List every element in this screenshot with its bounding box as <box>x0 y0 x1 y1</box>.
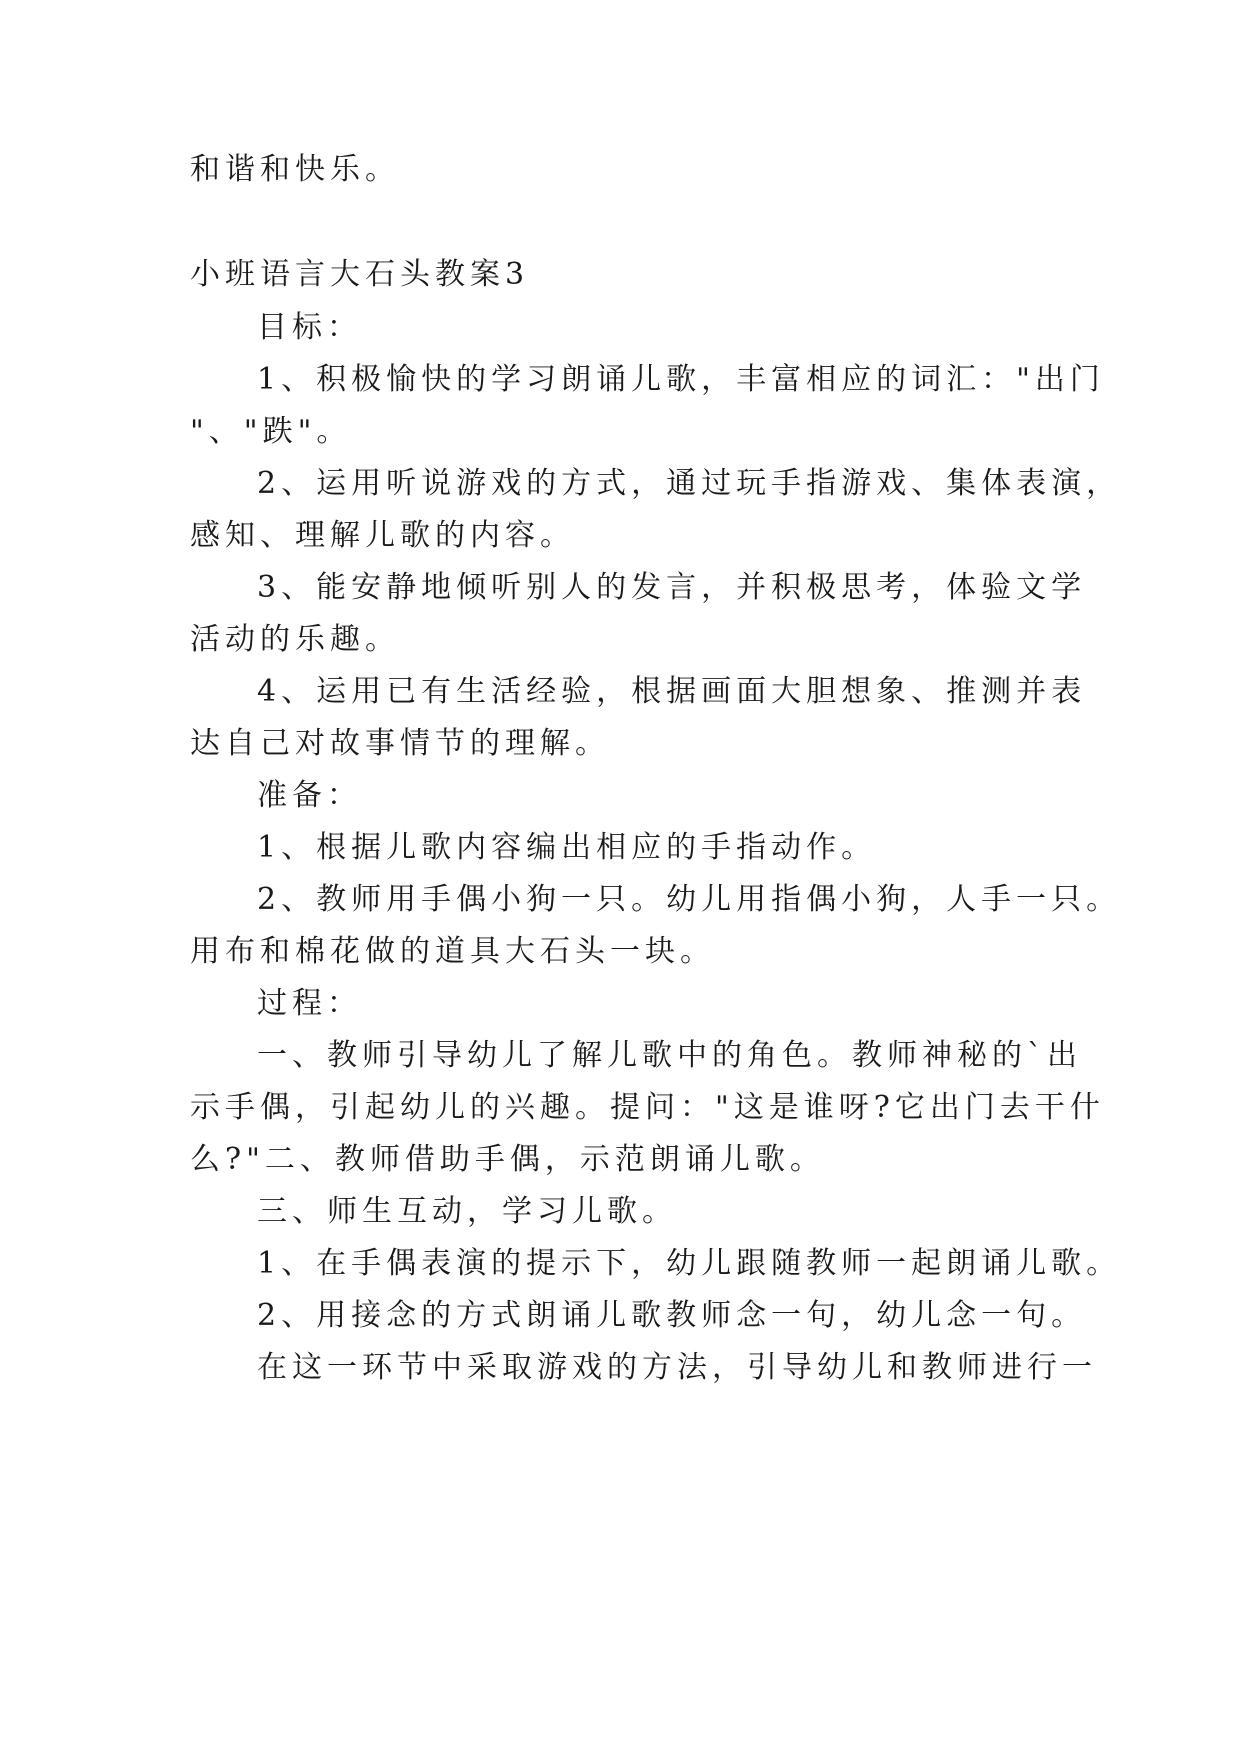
text-line: 一、教师引导幼儿了解儿歌中的角色。教师神秘的`出 <box>257 1038 1082 1073</box>
text-line: 么?"二、教师借助手偶，示范朗诵儿歌。 <box>190 1142 825 1177</box>
text-line: 示手偶，引起幼儿的兴趣。提问："这是谁呀?它出门去干什 <box>190 1090 1105 1125</box>
text-line: 3、能安静地倾听别人的发言，并积极思考，体验文学 <box>257 570 1087 605</box>
text-line: 2、运用听说游戏的方式，通过玩手指游戏、集体表演， <box>257 466 1122 501</box>
subheading-goals: 目标： <box>257 310 362 345</box>
text-line: "、"跌"。 <box>190 414 352 449</box>
text-line: 用布和棉花做的道具大石头一块。 <box>190 934 715 969</box>
subheading-process: 过程： <box>257 986 362 1021</box>
text-line: 1、在手偶表演的提示下，幼儿跟随教师一起朗诵儿歌。 <box>257 1246 1122 1281</box>
text-line: 1、积极愉快的学习朗诵儿歌，丰富相应的词汇："出门 <box>257 362 1105 397</box>
text-line: 和谐和快乐。 <box>190 152 400 187</box>
text-line: 活动的乐趣。 <box>190 622 400 657</box>
text-line: 4、运用已有生活经验，根据画面大胆想象、推测并表 <box>257 674 1087 709</box>
text-line: 2、用接念的方式朗诵儿歌教师念一句，幼儿念一句。 <box>257 1298 1087 1333</box>
subheading-preparation: 准备： <box>257 778 362 813</box>
text-line: 三、师生互动，学习儿歌。 <box>257 1194 677 1229</box>
text-line: 1、根据儿歌内容编出相应的手指动作。 <box>257 830 877 865</box>
text-line: 2、教师用手偶小狗一只。幼儿用指偶小狗，人手一只。 <box>257 882 1122 917</box>
text-line: 在这一环节中采取游戏的方法，引导幼儿和教师进行一 <box>257 1350 1097 1385</box>
text-line: 达自己对故事情节的理解。 <box>190 726 610 761</box>
section-heading: 小班语言大石头教案3 <box>190 257 530 292</box>
text-line: 感知、理解儿歌的内容。 <box>190 518 575 553</box>
